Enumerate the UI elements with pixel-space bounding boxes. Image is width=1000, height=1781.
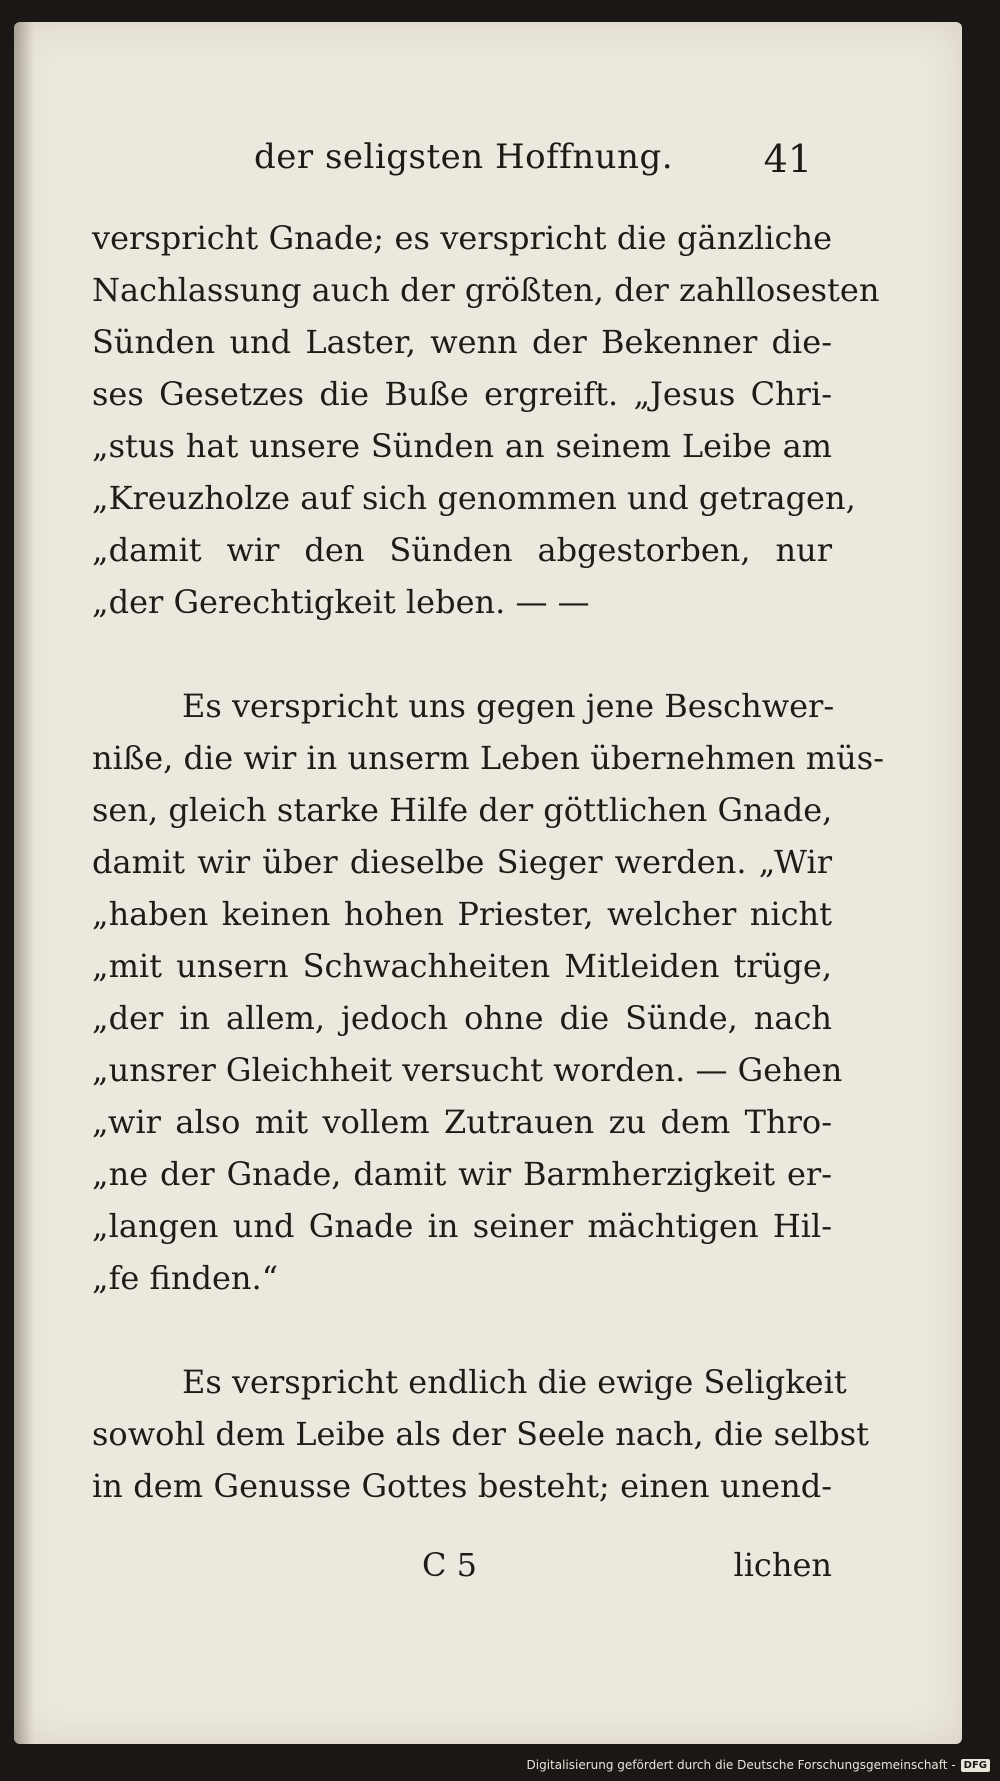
text-line: „ne der Gnade, damit wir Barmherzigkeit er- <box>92 1155 832 1193</box>
book-page <box>14 22 962 1744</box>
text-line: Es verspricht uns gegen jene Beschwer- <box>182 687 835 725</box>
text-line: Sünden und Laster, wenn der Bekenner die- <box>92 323 832 361</box>
text-line: Es verspricht endlich die ewige Seligkeit <box>182 1363 847 1401</box>
paragraph-2 <box>92 680 884 1304</box>
text-line: „langen und Gnade in seiner mächtigen Hil- <box>92 1207 832 1245</box>
text-line: in dem Genusse Gottes besteht; einen unend- <box>92 1467 832 1505</box>
paragraph-gap <box>92 628 832 680</box>
credit-text: Digitalisierung gefördert durch die Deutsche Forschungsgemeinschaft - <box>526 1758 956 1772</box>
paragraph-gap <box>92 1304 832 1356</box>
catchword: lichen <box>733 1546 832 1584</box>
page-spine-shadow <box>14 22 34 1744</box>
text-line: „stus hat unsere Sünden an seinem Leibe am <box>92 427 832 465</box>
text-line: ses Gesetzes die Buße ergreift. „Jesus Chri- <box>92 375 832 413</box>
text-line: „haben keinen hohen Priester, welcher nicht <box>92 895 832 933</box>
text-line: verspricht Gnade; es verspricht die gänzliche <box>92 219 832 257</box>
text-line: Nachlassung auch der größten, der zahllosesten <box>92 271 880 309</box>
page-footer <box>92 1539 832 1591</box>
text-line: „fe finden.“ <box>92 1259 279 1297</box>
text-line: sen, gleich starke Hilfe der göttlichen Gnade, <box>92 791 833 829</box>
body-text <box>92 212 884 1512</box>
text-line: sowohl dem Leibe als der Seele nach, die selbst <box>92 1415 869 1453</box>
text-line: niße, die wir in unserm Leben übernehmen müs- <box>92 739 884 777</box>
text-line: „wir also mit vollem Zutrauen zu dem Thro- <box>92 1103 832 1141</box>
digitization-credit <box>527 1758 991 1772</box>
running-title: der seligsten Hoffnung. <box>254 137 674 177</box>
text-line: „unsrer Gleichheit versucht worden. — Gehen <box>92 1051 843 1089</box>
signature-mark: C 5 <box>422 1546 478 1584</box>
dfg-logo: DFG <box>961 1759 990 1772</box>
paragraph-3 <box>92 1356 869 1512</box>
text-line: „damit wir den Sünden abgestorben, nur <box>92 531 832 569</box>
page-number: 41 <box>763 137 812 181</box>
text-line: „der in allem, jedoch ohne die Sünde, nach <box>92 999 832 1037</box>
running-head <box>14 137 962 187</box>
paragraph-1 <box>92 212 880 628</box>
text-line: „der Gerechtigkeit leben. — — <box>92 583 590 621</box>
text-line: damit wir über dieselbe Sieger werden. „Wir <box>92 843 832 881</box>
text-line: „Kreuzholze auf sich genommen und getragen, <box>92 479 856 517</box>
text-line: „mit unsern Schwachheiten Mitleiden trüge, <box>92 947 832 985</box>
